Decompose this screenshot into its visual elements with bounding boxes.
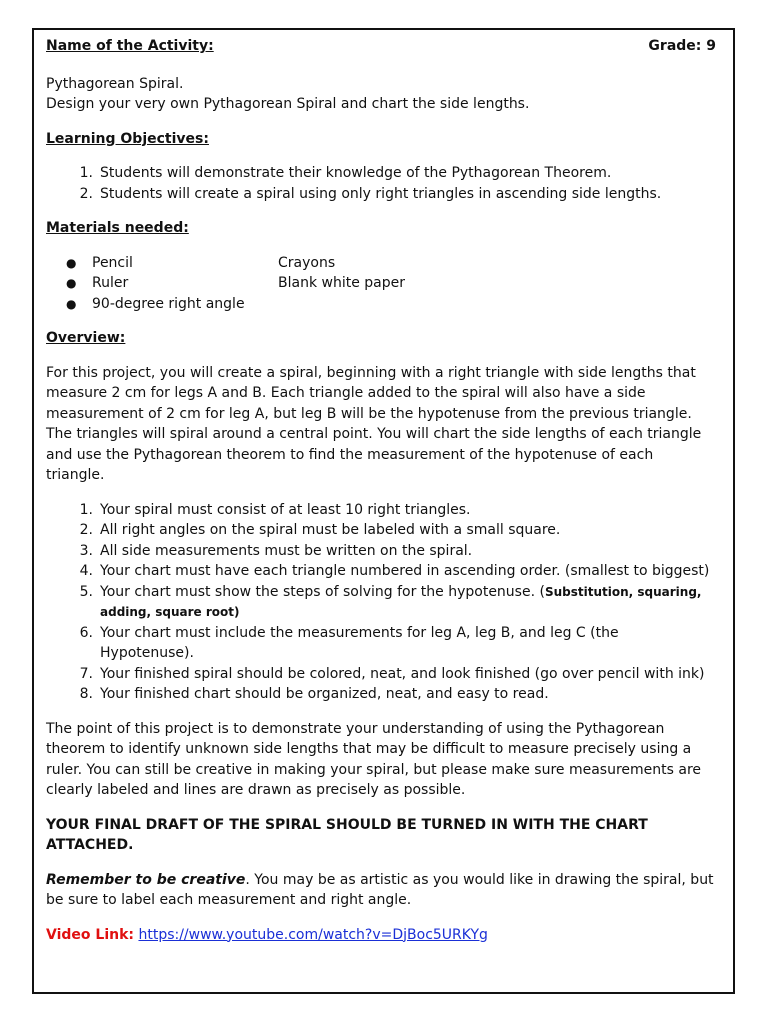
list-item: ● 90-degree right angle (66, 294, 716, 315)
final-draft-notice: YOUR FINAL DRAFT OF THE SPIRAL SHOULD BE TURNED IN WITH THE CHART ATTACHED. (46, 816, 648, 853)
overview-paragraph: For this project, you will create a spiral, beginning with a right triangle with side lengths that measure 2 cm for legs A and B. Each triangle added to the spiral will also have a side measurement of 2 cm for leg A, but leg B will be the hypotenuse from the previous triangle. The triangles will spiral around a central point. You will chart the side lengths of each triangle and use the Pythagorean theorem to find the measurement of the hypotenuse of each triangle. (46, 364, 702, 483)
activity-title: Pythagorean Spiral. (46, 75, 184, 92)
list-item: 7. Your finished spiral should be colored, neat, and look finished (go over pencil with ink) (79, 665, 705, 682)
video-label: Video Link (46, 926, 129, 943)
list-item: ● Ruler Blank white paper (66, 273, 716, 294)
objectives-list (46, 163, 716, 204)
rules-list (46, 500, 716, 705)
materials-list (66, 253, 716, 315)
bullet-icon: ● (66, 296, 77, 311)
list-item: 1. Students will demonstrate their knowledge of the Pythagorean Theorem. (79, 165, 612, 181)
bullet-icon: ● (66, 255, 77, 270)
list-item: 2. Students will create a spiral using only right triangles in ascending side lengths. (79, 185, 662, 202)
objectives-heading: Learning Objectives: (46, 130, 209, 147)
list-item: 1. Your spiral must consist of at least 10 right triangles. (79, 501, 471, 518)
header-row (46, 36, 716, 57)
activity-label: Name of the Activity: (46, 38, 214, 54)
video-link[interactable]: https://www.youtube.com/watch?v=DjBoc5URKYg (138, 926, 488, 943)
worksheet (46, 36, 716, 945)
grade-label: Grade: 9 (648, 38, 716, 54)
activity-subtitle: Design your very own Pythagorean Spiral and chart the side lengths. (46, 96, 530, 112)
list-item: 4. Your chart must have each triangle numbered in ascending order. (smallest to biggest) (79, 563, 710, 579)
overview-heading: Overview: (46, 330, 126, 346)
list-item: 5. Your chart must show the steps of solving for the hypotenuse. (Substitution, squaring, adding, square root) (79, 583, 702, 619)
reminder-paragraph: Remember to be creative. You may be as artistic as you would like in drawing the spiral, but be sure to label each measurement and right angle. (46, 871, 714, 908)
list-item: 2. All right angles on the spiral must be labeled with a small square. (79, 522, 561, 538)
bullet-icon: ● (66, 276, 77, 290)
closing-paragraph: The point of this project is to demonstrate your understanding of using the Pythagorean theorem to identify unknown side lengths that may be difficult to measure precisely using a ruler. You can still be creative in making your spiral, but please make sure measurements are clearly labeled and lines are drawn as precisely as possible. (46, 720, 702, 798)
video-line: Video Link: https://www.youtube.com/watch?v=DjBoc5URKYg (46, 926, 488, 943)
list-item: 6. Your chart must include the measurements for leg A, leg B, and leg C (the Hypotenuse). (79, 624, 619, 661)
list-item: 3. All side measurements must be written on the spiral. (79, 542, 473, 559)
list-item: 8. Your finished chart should be organized, neat, and easy to read. (79, 686, 549, 702)
reminder-emphasis: Remember to be creative (46, 871, 246, 888)
list-item: ● Pencil Crayons (66, 253, 716, 274)
hypotenuse-steps: Substitution, squaring, adding, square root) (100, 584, 702, 619)
materials-heading: Materials needed: (46, 220, 189, 236)
